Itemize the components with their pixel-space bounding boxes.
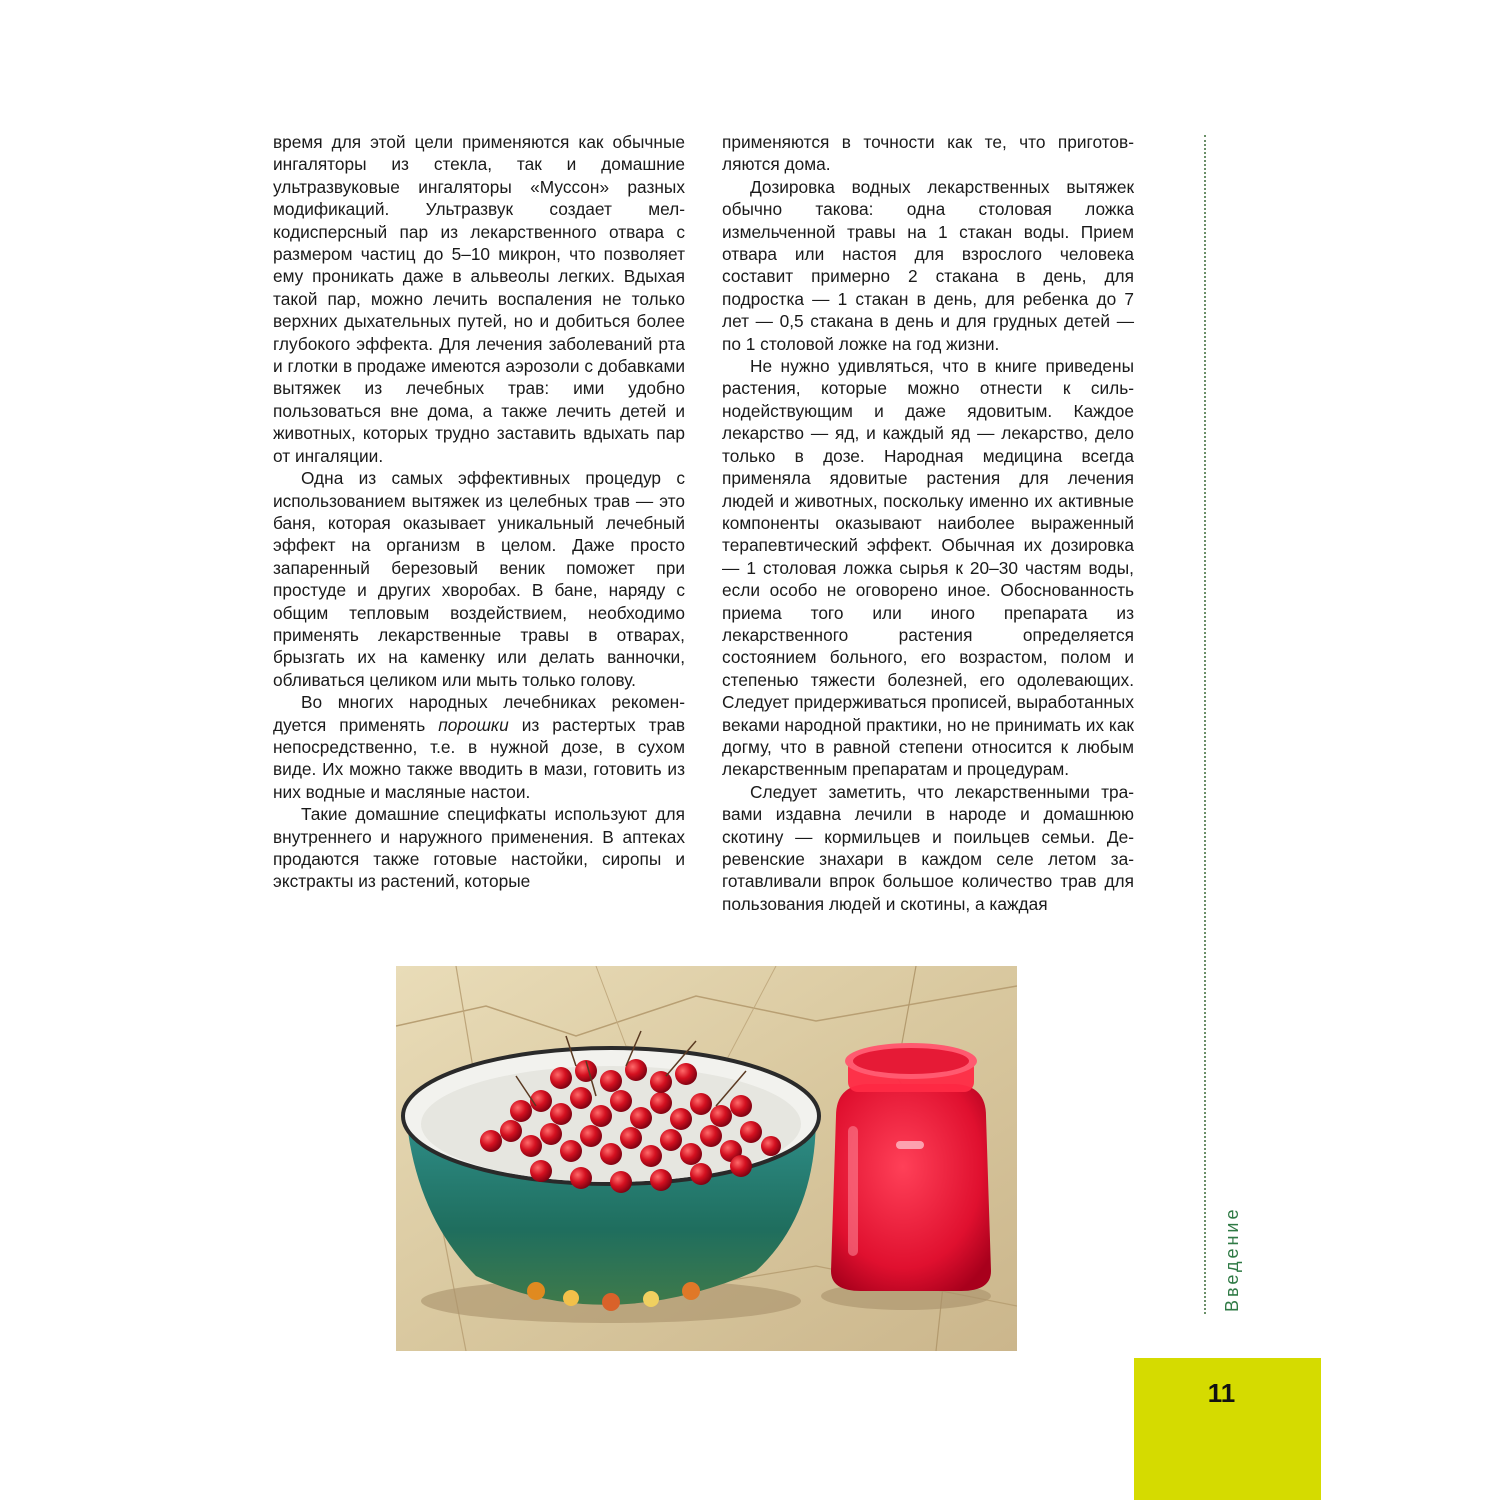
paragraph	[273, 691, 685, 803]
paragraph-text: из растертых трав непосредственно, т.е. в нужной дозе, в сухом виде. Их можно также вводить в мази, готовить из них водные и масляные настои.	[273, 714, 686, 802]
paragraph: Одна из самых эффективных процедур с использованием вытяжек из целебных трав — это баня, которая оказывает уникальный лечебный эффект на организм в целом. Даже просто запаренный березовый веник поможет при простуде и других хворобах. В бане, наряду с общим тепловым воздействием, необходимо применять лекарственные травы в отварах, брызгать их на каменку или делать ванночки, обливаться целиком или мыть только голову.	[273, 468, 685, 690]
text-column-left	[273, 131, 685, 893]
page-number: 11	[1207, 1378, 1236, 1408]
paragraph: Такие домашние специфкаты используют для внутреннего и наружного применения. В аптеках продаются также готовые настойки, сиропы и экстракты из растений, которые	[273, 804, 685, 892]
text-column-right	[722, 131, 1134, 915]
paragraph-text: Во многих народных лечебниках рекомендуется применять	[273, 692, 685, 735]
paragraph: Следует заметить, что лекарственными травами издавна лечили в народе и домашнюю скотину — кормильцев и поильцев семьи. Деревенские знахари в каждом селе летом заготавливали впрок большое количество трав для пользования людей и скотины, а каждая	[722, 781, 1134, 914]
photo-berries-bowl-and-jar	[396, 966, 1017, 1351]
section-title: Введение	[1222, 1206, 1242, 1312]
vertical-dotted-rule	[1204, 135, 1206, 1314]
page-number-box	[1134, 1358, 1321, 1500]
paragraph: время для этой цели применяются как обычные ингаляторы из стекла, так и домашние ультразвуковые ингаляторы «Муссон» разных модификаций. Ультразвук создает мелкодисперсный пар из лекарственного отвара с размером частиц до 5–10 микрон, что позволяет ему проникать даже в альвеолы легких. Вдыхая такой пар, можно лечить воспаления не только верхних дыхательных путей, но и добиться более глубокого эффекта. Для лечения заболеваний рта и глотки в продаже имеются аэрозоли с добавками вытяжек из лечебных трав: ими удобно пользоваться вне дома, а также лечить детей и животных, которых трудно заставить вдыхать пар от ингаляции.	[273, 132, 685, 466]
paragraph: Дозировка водных лекарственных вытяжек обычно такова: одна столовая ложка измельченной травы на 1 стакан воды. Прием отвара или настоя для взрослого человека составит примерно 2 стакана в день, для подростка — 1 стакан в день, для ребенка до 7 лет — 0,5 стакана в день и для грудных детей — по 1 столовой ложке на год жизни.	[722, 176, 1134, 354]
italic-term: порошки	[438, 714, 509, 735]
paragraph: Не нужно удивляться, что в книге приведены растения, которые можно отнести к сильнодействующим и даже ядовитым. Каждое лекарство — яд, и каждый яд — лекарство, дело только в дозе. Народная медицина всегда применяла ядовитые растения для лечения людей и животных, поскольку именно их активные компоненты оказывают наиболее выраженный терапевтический эффект. Обычная их дозировка — 1 столовая ложка сырья к 20–30 частям воды, если особо не оговорено иное. Обоснованность приема того или иного препарата из лекарственного растения определяется состоянием больного, его возрастом, полом и степенью тяжести болезней, его одолевающих. Следует придерживаться прописей, выработанных веками народной практики, но не принимать их как догму, что в равной степени относится к любым лекарственным препаратам и процедурам.	[722, 356, 1134, 780]
paragraph: применяются в точности как те, что приготовляются дома.	[722, 132, 1134, 175]
